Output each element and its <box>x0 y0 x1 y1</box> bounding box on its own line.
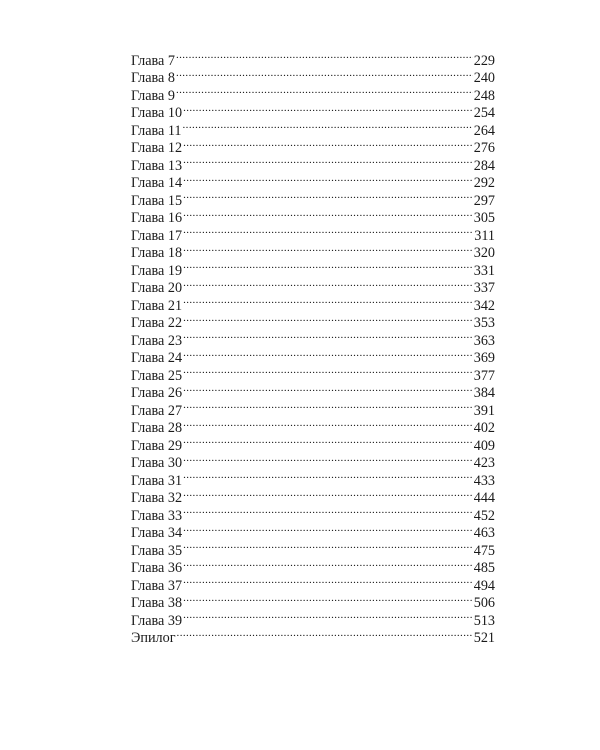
toc-dot-leader <box>183 485 473 503</box>
toc-dot-leader <box>183 257 473 275</box>
toc-entry-title: Глава 36 <box>131 560 183 576</box>
toc-dot-leader <box>183 327 473 345</box>
toc-dot-leader <box>183 432 473 450</box>
toc-entry <box>131 240 495 261</box>
toc-entry-title: Глава 12 <box>131 140 183 156</box>
toc-dot-leader <box>176 65 473 83</box>
toc-dot-leader <box>183 502 473 520</box>
toc-entry <box>131 275 495 296</box>
toc-entry-page: 248 <box>473 87 495 104</box>
toc-entry <box>131 625 495 646</box>
toc-entry-page: 506 <box>473 595 495 611</box>
toc-entry-title: Глава 24 <box>131 350 183 366</box>
toc-entry <box>131 65 495 86</box>
toc-dot-leader <box>183 520 473 538</box>
toc-dot-leader <box>176 82 473 100</box>
toc-entry <box>131 82 495 104</box>
toc-entry-title: Глава 9 <box>131 87 175 104</box>
toc-entry-page: 423 <box>473 455 495 471</box>
toc-entry <box>131 222 495 244</box>
toc-entry-title: Глава 19 <box>131 262 183 279</box>
toc-entry <box>131 187 495 209</box>
toc-entry <box>131 520 495 541</box>
toc-entry-page: 369 <box>473 350 495 366</box>
toc-entry <box>131 310 495 331</box>
toc-dot-leader <box>183 100 473 118</box>
toc-entry <box>131 502 495 524</box>
toc-entry-page: 254 <box>473 105 495 121</box>
toc-entry-title: Глава 18 <box>131 245 183 261</box>
toc-entry-title: Глава 39 <box>131 612 183 629</box>
toc-entry-title: Глава 17 <box>131 227 183 244</box>
toc-entry-page: 276 <box>473 140 495 156</box>
toc-entry-title: Глава 28 <box>131 420 183 436</box>
toc-entry-title: Глава 14 <box>131 175 183 191</box>
toc-entry <box>131 100 495 121</box>
toc-entry-page: 513 <box>473 612 495 629</box>
toc-entry-page: 384 <box>473 385 495 401</box>
toc-entry <box>131 135 495 156</box>
toc-dot-leader <box>183 450 473 468</box>
toc-entry-page: 297 <box>473 192 495 209</box>
toc-entry <box>131 170 495 191</box>
toc-entry-title: Глава 38 <box>131 595 183 611</box>
toc-dot-leader <box>183 222 473 240</box>
toc-entry-page: 402 <box>473 420 495 436</box>
toc-entry <box>131 537 495 559</box>
toc-dot-leader <box>183 205 473 223</box>
toc-entry-title: Глава 15 <box>131 192 183 209</box>
toc-entry <box>131 397 495 419</box>
toc-entry-page: 342 <box>473 297 495 314</box>
toc-entry-title: Глава 16 <box>131 210 183 226</box>
toc-entry-title: Глава 34 <box>131 525 183 541</box>
table-of-contents <box>131 47 495 646</box>
toc-entry-title: Глава 35 <box>131 542 183 559</box>
toc-entry-page: 444 <box>473 490 495 506</box>
toc-dot-leader <box>183 292 473 310</box>
toc-entry <box>131 47 495 69</box>
toc-entry-title: Глава 37 <box>131 577 183 594</box>
toc-entry-title: Глава 8 <box>131 70 175 86</box>
toc-entry-page: 521 <box>473 630 495 646</box>
toc-entry <box>131 555 495 576</box>
toc-entry-page: 292 <box>473 175 495 191</box>
toc-entry-page: 485 <box>473 560 495 576</box>
toc-entry-page: 377 <box>473 367 495 384</box>
toc-entry-page: 463 <box>473 525 495 541</box>
toc-entry-page: 475 <box>473 542 495 559</box>
toc-entry-title: Глава 13 <box>131 157 183 174</box>
toc-entry <box>131 380 495 401</box>
toc-entry-page: 409 <box>473 437 495 454</box>
toc-entry-page: 240 <box>473 70 495 86</box>
toc-dot-leader <box>183 170 473 188</box>
toc-entry <box>131 362 495 384</box>
toc-entry-page: 363 <box>473 332 495 349</box>
toc-dot-leader <box>183 187 473 205</box>
toc-entry <box>131 590 495 611</box>
toc-entry-page: 331 <box>473 262 495 279</box>
toc-entry-title: Глава 11 <box>131 122 182 139</box>
toc-dot-leader <box>183 572 473 590</box>
toc-dot-leader <box>183 415 473 433</box>
toc-entry-page: 264 <box>473 122 495 139</box>
toc-dot-leader <box>183 590 473 608</box>
toc-entry-title: Глава 21 <box>131 297 183 314</box>
toc-dot-leader <box>183 310 473 328</box>
toc-dot-leader <box>183 240 473 258</box>
toc-entry <box>131 257 495 279</box>
toc-entry-page: 433 <box>473 472 495 489</box>
toc-dot-leader <box>183 607 473 625</box>
toc-dot-leader <box>183 135 473 153</box>
toc-entry-page: 284 <box>473 157 495 174</box>
toc-dot-leader <box>183 537 473 555</box>
toc-dot-leader <box>183 467 473 485</box>
toc-dot-leader <box>183 117 473 135</box>
toc-entry <box>131 152 495 174</box>
toc-dot-leader <box>183 345 473 363</box>
toc-entry <box>131 205 495 226</box>
toc-entry-title: Глава 29 <box>131 437 183 454</box>
toc-entry <box>131 607 495 629</box>
toc-entry-page: 337 <box>473 280 495 296</box>
toc-entry <box>131 485 495 506</box>
toc-dot-leader <box>183 152 473 170</box>
toc-entry-title: Глава 7 <box>131 52 175 69</box>
toc-entry-title: Глава 30 <box>131 455 183 471</box>
toc-entry-page: 320 <box>473 245 495 261</box>
toc-dot-leader <box>183 275 473 293</box>
toc-entry <box>131 345 495 366</box>
toc-entry <box>131 415 495 436</box>
toc-entry-title: Глава 10 <box>131 105 183 121</box>
toc-entry <box>131 117 495 139</box>
toc-dot-leader <box>177 625 473 643</box>
toc-dot-leader <box>183 555 473 573</box>
toc-entry-title: Глава 22 <box>131 315 183 331</box>
toc-entry-title: Глава 31 <box>131 472 183 489</box>
toc-entry-title: Глава 20 <box>131 280 183 296</box>
toc-entry <box>131 572 495 594</box>
toc-entry-page: 494 <box>473 577 495 594</box>
toc-dot-leader <box>176 47 473 65</box>
toc-entry-title: Глава 26 <box>131 385 183 401</box>
toc-entry-page: 452 <box>473 507 495 524</box>
toc-entry-page: 391 <box>473 402 495 419</box>
toc-dot-leader <box>183 362 473 380</box>
toc-dot-leader <box>183 380 473 398</box>
toc-entry-title: Эпилог <box>131 630 176 646</box>
toc-entry-title: Глава 23 <box>131 332 183 349</box>
toc-entry <box>131 432 495 454</box>
toc-entry <box>131 327 495 349</box>
toc-entry-title: Глава 33 <box>131 507 183 524</box>
toc-entry-page: 311 <box>474 227 495 244</box>
toc-entry-page: 305 <box>473 210 495 226</box>
toc-entry <box>131 292 495 314</box>
toc-entry-title: Глава 32 <box>131 490 183 506</box>
toc-dot-leader <box>183 397 473 415</box>
toc-entry-title: Глава 27 <box>131 402 183 419</box>
toc-entry <box>131 450 495 471</box>
toc-entry-title: Глава 25 <box>131 367 183 384</box>
toc-entry <box>131 467 495 489</box>
toc-entry-page: 353 <box>473 315 495 331</box>
toc-entry-page: 229 <box>473 52 495 69</box>
